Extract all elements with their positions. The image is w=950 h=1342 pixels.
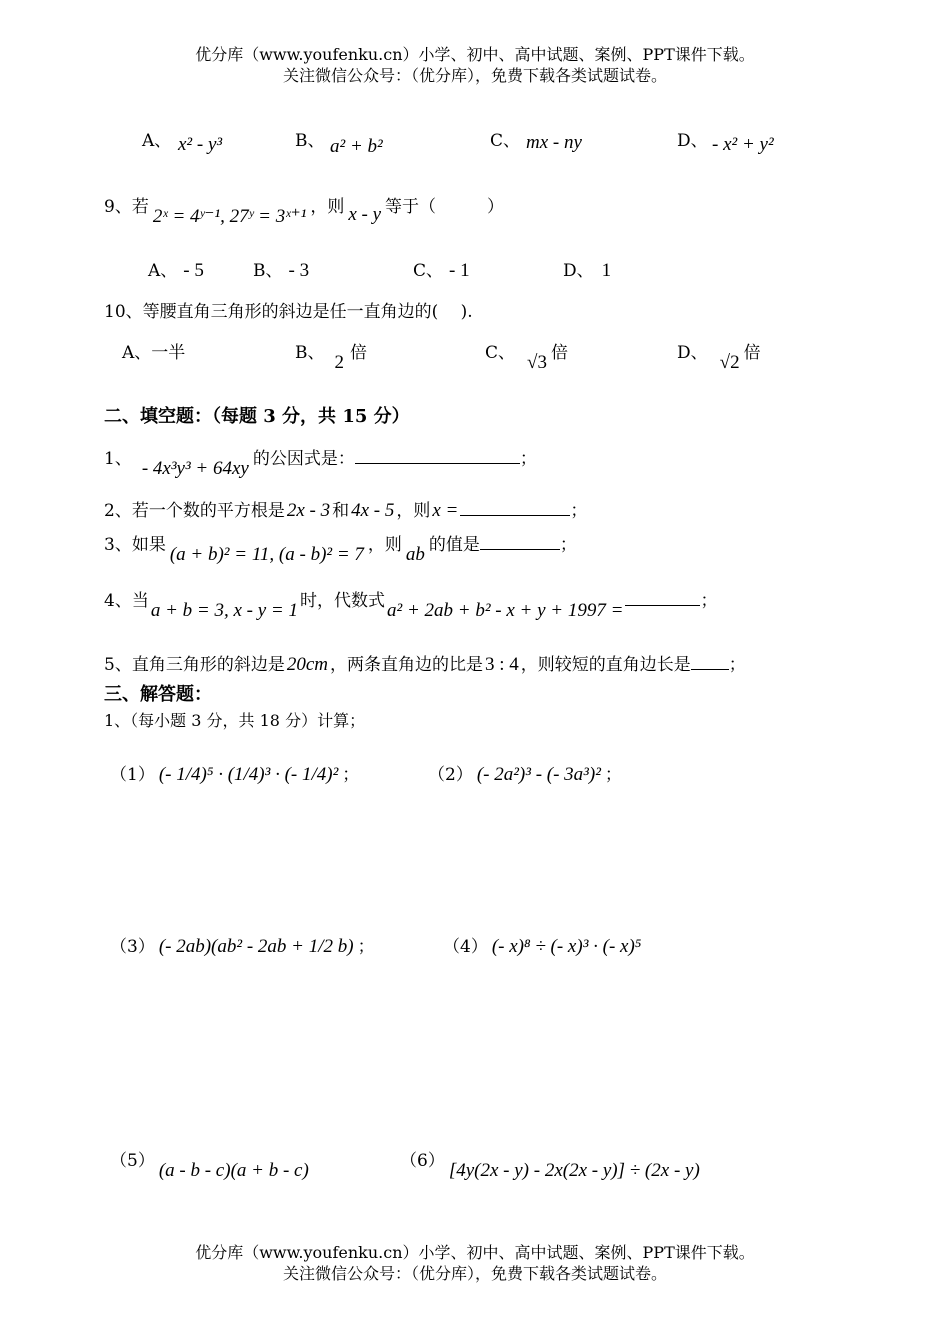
problem-3-end: ； bbox=[357, 937, 375, 957]
fill-item-4-blank[interactable] bbox=[625, 591, 700, 606]
q9-option-c bbox=[413, 256, 470, 282]
fill-item-5-text2: ，两条直角边的比是 bbox=[329, 655, 483, 675]
fill-item-4-text1: 当 bbox=[131, 591, 149, 611]
q8-option-c-expr: mx - ny bbox=[526, 132, 582, 153]
fill-item-4-expr1: a + b = 3, x - y = 1 bbox=[150, 600, 298, 621]
fill-item-2-expr1: 2x - 3 bbox=[286, 500, 331, 521]
fill-item-5-blank[interactable] bbox=[691, 655, 729, 670]
q10-option-d-label: D、 bbox=[677, 343, 708, 363]
problem-4-num: （4） bbox=[443, 937, 488, 957]
q8-option-d-expr: - x² + y² bbox=[712, 134, 774, 155]
q10-option-b-val: 2 bbox=[334, 352, 344, 373]
section-2-title: 二、填空题：（每题 3 分，共 15 分） bbox=[104, 406, 410, 427]
fill-item-5-expr1: 20cm bbox=[286, 654, 328, 675]
q9-option-d-val: 1 bbox=[601, 260, 612, 281]
q10-option-a bbox=[122, 338, 185, 363]
fill-item-4-expr2: a² + 2ab + b² - x + y + 1997 = bbox=[387, 600, 624, 621]
fill-item-1-text: 的公因式是： bbox=[252, 449, 355, 469]
fill-item-3-expr2: ab bbox=[405, 544, 425, 565]
q9-option-c-label: C、 bbox=[413, 261, 444, 281]
footer-line-1: 优分库（www.youfenku.cn）小学、初中、高中试题、案例、PPT课件下载。 bbox=[195, 1243, 755, 1262]
problem-6 bbox=[400, 1146, 704, 1181]
q10-option-d-val: √2 bbox=[719, 352, 740, 373]
q9-expression: 2ˣ = 4ʸ⁻¹, 27ʸ = 3ˣ⁺¹ bbox=[152, 206, 307, 227]
q10-option-d-unit: 倍 bbox=[743, 343, 761, 363]
problem-3 bbox=[110, 932, 375, 958]
fill-item-3-text1: 如果 bbox=[131, 535, 166, 555]
q10-option-b-label: B、 bbox=[295, 343, 325, 363]
q9-target: x - y bbox=[348, 204, 382, 225]
q9-option-b-val: - 3 bbox=[288, 260, 310, 281]
fill-item-1 bbox=[104, 444, 537, 479]
q9-option-a-val: - 5 bbox=[183, 260, 204, 281]
fill-item-5-end: ； bbox=[728, 655, 746, 675]
q9-option-a bbox=[148, 256, 204, 282]
problem-6-expr: [4y(2x - y) - 2x(2x - y)] ÷ (2x - y) bbox=[448, 1160, 700, 1181]
q8-option-b-expr: a² + b² bbox=[330, 136, 383, 157]
fill-item-2-num: 2、 bbox=[104, 501, 132, 521]
problem-2-end: ； bbox=[604, 765, 622, 785]
q9-tail: 等于（ ） bbox=[385, 197, 505, 217]
section-3-title: 三、解答题： bbox=[104, 684, 212, 705]
q10-option-c-unit: 倍 bbox=[550, 343, 568, 363]
fill-item-3-expr1: (a + b)² = 11, (a - b)² = 7 bbox=[169, 544, 364, 565]
fill-item-5-text3: ，则较短的直角边长是 bbox=[520, 655, 691, 675]
q8-option-b-label: B、 bbox=[295, 131, 325, 151]
fill-item-2-text1: 若一个数的平方根是 bbox=[131, 501, 285, 521]
fill-item-4-num: 4、 bbox=[104, 591, 132, 611]
problem-1-num: （1） bbox=[110, 765, 155, 785]
section-3-subtitle: 1、（每小题 3 分，共 18 分）计算； bbox=[104, 711, 366, 730]
header-line-2: 关注微信公众号：（优分库），免费下载各类试题试卷。 bbox=[282, 66, 667, 85]
q10-option-b bbox=[295, 338, 367, 373]
fill-item-4-text2: 时，代数式 bbox=[300, 591, 385, 611]
fill-item-3-text3: 的值是 bbox=[428, 535, 480, 555]
fill-item-2-blank[interactable] bbox=[460, 501, 570, 516]
fill-item-5-num: 5、 bbox=[104, 655, 132, 675]
fill-item-2-expr2: 4x - 5 bbox=[351, 500, 395, 521]
q8-option-c-label: C、 bbox=[490, 131, 521, 151]
problem-5-expr: (a - b - c)(a + b - c) bbox=[158, 1160, 309, 1181]
q9-option-d-label: D、 bbox=[563, 261, 594, 281]
fill-item-1-expr: - 4x³y³ + 64xy bbox=[141, 458, 249, 479]
problem-5 bbox=[110, 1146, 313, 1181]
q10-option-c-val: √3 bbox=[527, 352, 547, 373]
fill-item-2-end: ； bbox=[570, 501, 588, 521]
q10-option-a-val: 一半 bbox=[151, 343, 186, 363]
fill-item-3 bbox=[104, 530, 577, 565]
q9-stem bbox=[104, 192, 505, 227]
header-line-1: 优分库（www.youfenku.cn）小学、初中、高中试题、案例、PPT课件下载。 bbox=[195, 45, 755, 64]
problem-3-expr: (- 2ab)(ab² - 2ab + 1/2 b) bbox=[158, 936, 354, 957]
fill-item-3-text2: ，则 bbox=[367, 535, 402, 555]
problem-4-expr: (- x)⁸ ÷ (- x)³ · (- x)⁵ bbox=[491, 936, 642, 957]
fill-item-4-end: ； bbox=[700, 591, 718, 611]
fill-item-2 bbox=[104, 496, 587, 522]
problem-1-end: ； bbox=[342, 765, 360, 785]
problem-2-expr: (- 2a²)³ - (- 3a³)² bbox=[476, 764, 601, 785]
fill-item-5 bbox=[104, 650, 746, 676]
fill-item-1-blank[interactable] bbox=[355, 449, 520, 464]
q9-option-d bbox=[563, 256, 611, 282]
q10-option-a-label: A、 bbox=[122, 343, 152, 363]
fill-item-5-text1: 直角三角形的斜边是 bbox=[131, 655, 285, 675]
q8-option-a-label: A、 bbox=[142, 131, 172, 151]
q10-option-d bbox=[677, 338, 761, 373]
problem-4 bbox=[443, 932, 645, 958]
fill-item-2-text3: ，则 bbox=[396, 501, 431, 521]
q8-option-a-expr: x² - y³ bbox=[178, 134, 223, 155]
problem-2-num: （2） bbox=[428, 765, 473, 785]
q10-option-c-label: C、 bbox=[485, 343, 516, 363]
problem-1-expr: (- 1/4)⁵ · (1/4)³ · (- 1/4)² bbox=[158, 764, 339, 785]
q9-option-b-label: B、 bbox=[253, 261, 283, 281]
q9-then: ，则 bbox=[310, 197, 345, 217]
problem-5-num: （5） bbox=[110, 1151, 155, 1171]
problem-3-num: （3） bbox=[110, 937, 155, 957]
q10-option-b-unit: 倍 bbox=[350, 343, 367, 363]
q10-option-c bbox=[485, 338, 568, 373]
fill-item-3-end: ； bbox=[559, 535, 577, 555]
q10-stem: 10、等腰直角三角形的斜边是任一直角边的( ). bbox=[104, 302, 473, 322]
fill-item-4 bbox=[104, 586, 718, 621]
problem-2 bbox=[428, 760, 622, 786]
q9-option-b bbox=[253, 256, 309, 282]
fill-item-1-end: ； bbox=[519, 449, 537, 469]
footer-line-2: 关注微信公众号：（优分库），免费下载各类试题试卷。 bbox=[282, 1264, 667, 1283]
fill-item-2-expr3: x = bbox=[432, 500, 459, 521]
problem-1 bbox=[110, 760, 359, 786]
fill-item-5-expr2: 3 : 4 bbox=[484, 654, 519, 675]
fill-item-2-text2: 和 bbox=[332, 501, 350, 521]
fill-item-3-blank[interactable] bbox=[480, 535, 560, 550]
q9-option-a-label: A、 bbox=[148, 261, 178, 281]
fill-item-3-num: 3、 bbox=[104, 535, 132, 555]
q9-option-c-val: - 1 bbox=[449, 260, 470, 281]
q9-stem-text: 9、若 bbox=[104, 197, 149, 217]
fill-item-1-num: 1、 bbox=[104, 449, 132, 469]
q8-option-d-label: D、 bbox=[677, 131, 708, 151]
problem-6-num: （6） bbox=[400, 1151, 445, 1171]
